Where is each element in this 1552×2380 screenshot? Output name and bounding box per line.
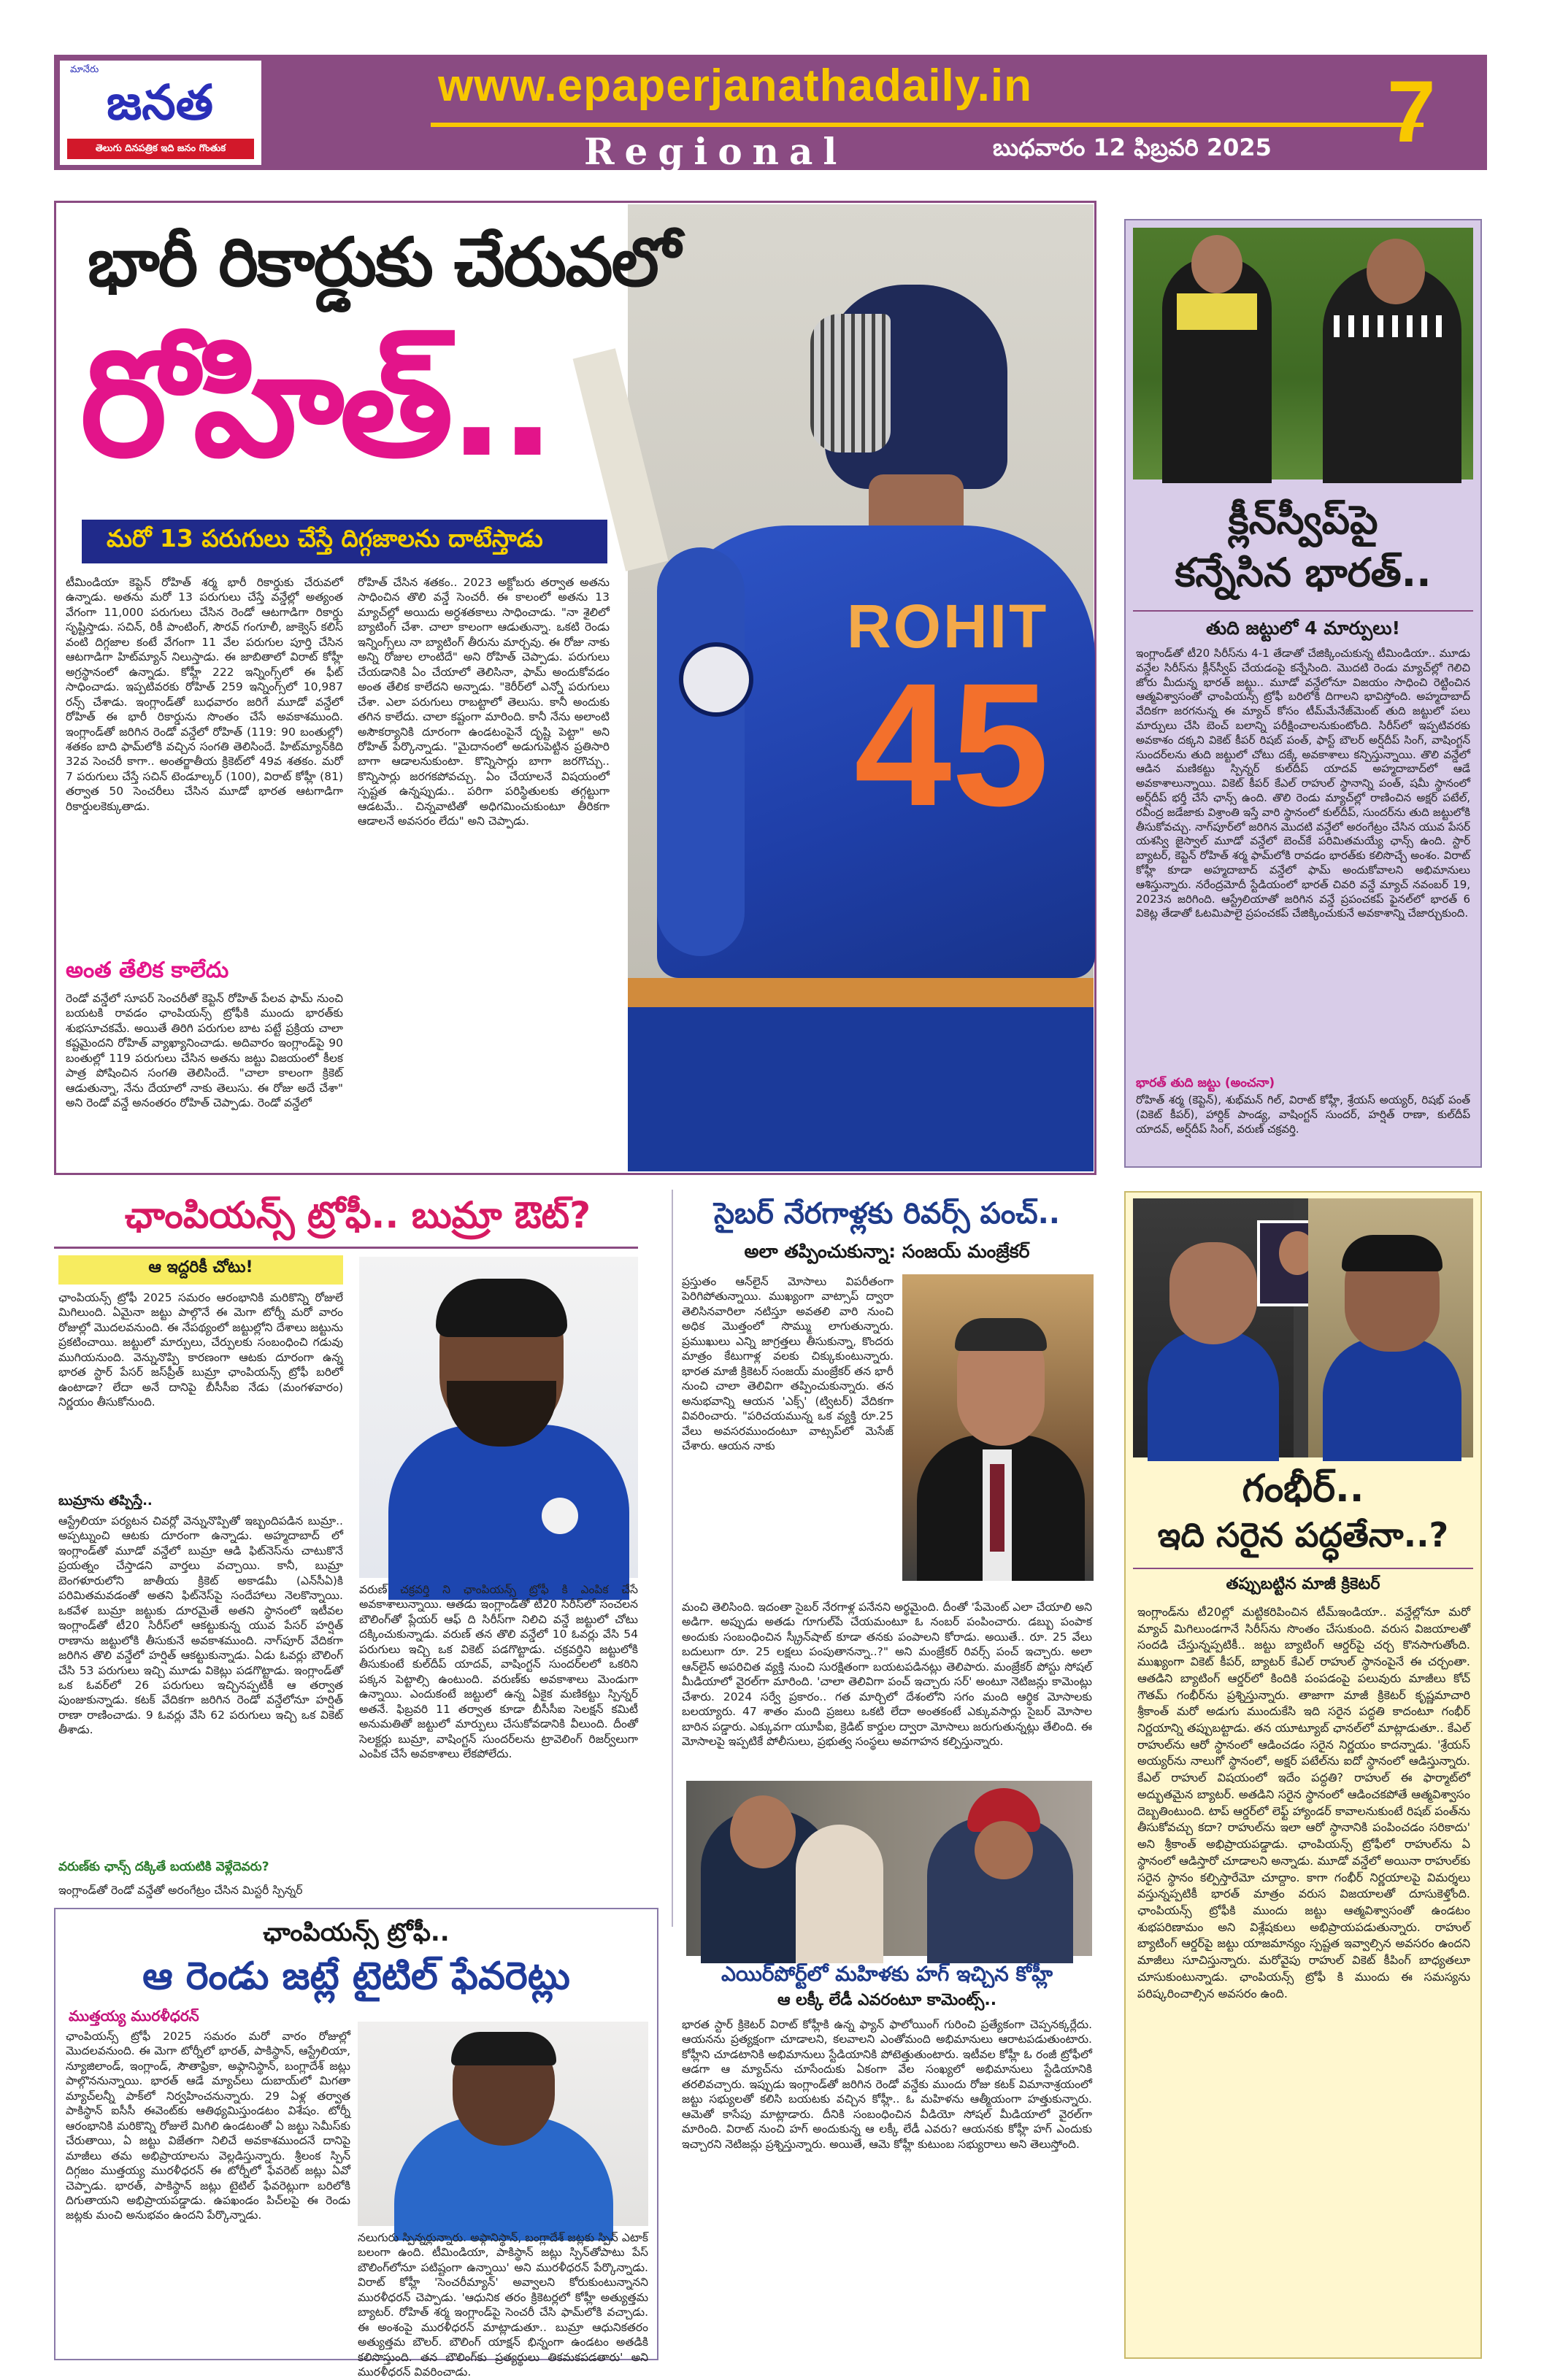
rohit-body-col1: టీమిండియా కెప్టెన్ రోహిత్ శర్మ భారీ రికార్డుకు చేరువలో ఉన్నాడు. అతను మరో 13 పరుగులు చేస్తే వన్డేల్లో అత్యంత వేగంగా 11,000 పరుగులు చేసిన రెండో ఆటగాడిగా రికార్డు సృష్టిస్తాడు. సచిన్, రికీ పాంటింగ్, సౌరవ్ గంగూలీ, జాక్వెస్ కలిస్ వంటి దిగ్గజాల కంటే వేగంగా 11 వేల పరుగుల పూర్తి చేసిన ఆటగాడిగా హిట్‌మ్యాన్ నిలుస్తాడు. ఈ జాబితాలో విరాట్ కోహ్లీ అగ్రస్థానంలో ఉన్నాడు. కోహ్లీ 222 ఇన్నింగ్స్‌లో ఈ ఫీట్ సాధించాడు. ఇప్పటివరకు రోహిత్ 259 ఇన్నింగ్స్‌లో 10,987 రన్స్ చేశాడు. ఇంగ్లాండ్‌తో బుధవారం జరిగే మూడో వన్డేలో రోహిత్ ఈ భారీ రికార్డును సొంతం చేసే అవకాశముంది. ఇంగ్లాండ్‌తో జరిగిన రెండో వన్డేలో రోహిత్ (119: 90 బంతుల్లో) శతకం బాది ఫామ్‌లోకి వచ్చిన సంగతి తెలిసిందే. హిట్‌మ్యాన్‌కిది 32వ సెంచరీ కాగా.. అంతర్జాతీయ క్రికెట్‌లో 49వ శతకం. మరో 7 పరుగులు చేస్తే సచిన్ టెండూల్కర్ (100), విరాట్ కోహ్లీ (81) తర్వాత 50 సెంచరీలు చేసిన మూడో భారత ఆటగాడిగా రికార్డులకెక్కుతాడు. (66, 576, 343, 813)
murali-photo (358, 2022, 648, 2226)
logo-prefix: మానేరు (70, 64, 99, 75)
bumrah-tag: ఆ ఇద్దరికీ చోటు! (148, 1258, 253, 1276)
kohli-airport-photo (686, 1781, 1092, 1956)
kohli-strapline: ఆ లక్కీ లేడీ ఎవరంటూ కామెంట్స్.. (777, 1991, 997, 2009)
section-name: Regional (584, 130, 848, 173)
murali-byline: ముత్తయ్య మురళీధరన్ (69, 2007, 199, 2025)
whitewash-body: ఇంగ్లాండ్‌తో టీ20 సిరీస్‌ను 4-1 తేడాతో చేజిక్కించుకున్న టీమిండియా.. మూడు వన్డేల సిరీస్‌ను క్లీన్‌స్వీప్ చేయడంపై కన్నేసింది. మొదటి రెండు మ్యాచ్‌ల్లో గెలిచి జోరు మీదున్న భారత్ జట్టు.. మూడో వన్డేలోనూ విజయం సాధించి రెట్టించిన ఆత్మవిశ్వాసంతో ఛాంపియన్స్ ట్రోఫీ బరిలోకి దిగాలని భావిస్తోంది. అహ్మదాబాద్ వేదికగా జరగనున్న ఈ మ్యాచ్ కోసం టీమ్‌మేనేజ్‌మెంట్ తుది జట్టులో పలు మార్పులు చేసి బెంచ్ బలాన్ని పరీక్షించాలనుకుంటోంది. సిరీస్‌లో ఇప్పటివరకు అవకాశం దక్కని వికెట్ కీపర్ రిషబ్ పంత్, ఫాస్ట్ బౌలర్ అర్ష్‌దీప్ సింగ్, వాషింగ్టన్ సుందర్‌లను తుది జట్టులో చోటు దక్కే అవకాశాలు కన్పిస్తున్నాయి. తొలి వన్డేలో ఆడిన మణికట్టు స్పిన్నర్ కుల్‌దీప్ యాదవ్ అహ్మదాబాద్‌లో ఆడే అవకాశాలున్నాయి. వికెట్ కీపర్ కేఎల్ రాహుల్ స్థానాన్ని పంత్, షమీ స్థానంలో అర్ష్‌దీప్ భర్తీ చేసే ఛాన్స్ ఉంది. తొలి రెండు మ్యాచ్‌ల్లో రాణించిన అక్షర్ పటేల్, రవీంద్ర జడేజాకు విశ్రాంతి ఇస్తే వారి స్థానంలో కుల్‌దీప్, సుందర్‌ను తుది జట్టులోకి తీసుకోవచ్చు. నాగ్‌పూర్‌లో జరిగిన మొదటి వన్డేలో అరంగేట్రం చేసిన యువ పేసర్ యశస్వి జైస్వాల్ మూడో వన్డేలో బెంచ్‌కే పరిమితమయ్యే ఛాన్స్ ఉంది. స్టార్ బ్యాటర్, కెప్టెన్ రోహిత్ శర్మ ఫామ్‌లోకి రావడం భారత్‌కు కలిసొచ్చే అంశం. విరాట్ కోహ్లీ కూడా అహ్మదాబాద్ వన్డేలో ఫామ్ అందుకోవాలని అభిమానులు ఆశిస్తున్నారు. నరేంద్రమోదీ స్టేడియంలో భారత్ చివరి వన్డే మ్యాచ్ నవంబర్ 19, 2023న జరిగింది. ఆస్ట్రేలియాతో జరిగిన వన్డే ప్రపంచకప్ ఫైనల్‌లో భారత్ 6 వికెట్ల తేడాతో ఓటమిపాలై ప్రపంచకప్ చేజిక్కించుకునే అవకాశాన్ని చేజార్చుకుంది. (1136, 647, 1470, 920)
header-divider (431, 123, 1424, 127)
whitewash-headline-1: క్లీన్‌స్వీప్‌పై (1228, 497, 1378, 543)
rohit-kicker-headline: భారీ రికార్డుకు చేరువలో (88, 223, 680, 301)
murali-body-2: నలుగురు స్పిన్నర్లున్నారు. అఫ్గానిస్థాన్, బంగ్లాదేశ్ జట్లకు స్పిన్ ఎటాక్ బలంగా ఉంది. టీమిండియా, పాకిస్థాన్ జట్లు స్పిన్‌తోపాటు పేస్ బౌలింగ్‌లోనూ పటిష్టంగా ఉన్నాయి' అని మురళీధరన్ పేర్కొన్నాడు. విరాట్ కోహ్లీ 'సెంచరీమ్యాన్' అవ్వాలని కోరుకుంటున్నానని మురళీధరన్ చెప్పాడు. 'ఆధునిక తరం క్రికెటర్లలో కోహ్లీ అత్యుత్తమ బ్యాటర్. రోహిత్ శర్మ ఇంగ్లాండ్‌పై సెంచరీ చేసి ఫామ్‌లోకి వచ్చాడు. ఈ అంశంపై మురళీధరన్ మాట్లాడుతూ.. బుమ్రా ఆధునికతరం అత్యుత్తమ బౌలర్. బౌలింగ్ యాక్షన్ భిన్నంగా ఉండటం అతడికి కలిసొస్తుంది. తన బౌలింగ్‌కు ప్రత్యర్థులు తికమకపడతారు' అని మురళీధరన్ వివరించాడు. (358, 2231, 648, 2379)
bumrah-body-2: ఆస్ట్రేలియా పర్యటన చివర్లో వెన్నునొప్పితో ఇబ్బందిపడిన బుమ్రా.. అప్పట్నుంచి ఆటకు దూరంగా ఉన్నాడు. అహ్మదాబాద్ లో ఇంగ్లాండ్‌తో మూడో వన్డేలో బుమ్రా ఆడి ఫిట్‌నెస్‌ను చాటుకొనే ప్రయత్నం చేస్తాడని వార్తలు వచ్చాయి. కానీ, బుమ్రా బెంగళూరులోని జాతీయ క్రికెట్ అకాడమీ (ఎన్‌సీఏ)కి పరిమితమవడంతో అతని ఫిట్‌నెస్‌పై సందేహాలు నెలకొన్నాయి. ఒకవేళ బుమ్రా జట్టుకు దూరమైతే అతని స్థానంలో ఇటీవల ఇంగ్లాండ్‌తో టీ20 సిరీస్‌లో ఆకట్టుకున్న యువ పేసర్ హర్షిత్ రాణాను జట్టులోకి తీసుకునే అవకాశముంది. నాగ్‌పూర్ వేదికగా జరిగిన తొలి వన్డేలో హర్షిత్ ఆకట్టుకున్నాడు. ఏడు ఓవర్లు బౌలింగ్ చేసి 53 పరుగులు ఇచ్చి మూడు వికెట్లు పడగొట్టాడు. ఇంగ్లాండ్‌తో ఒక ఓవర్‌లో 26 పరుగులు ఇచ్చినప్పటికీ ఆ తర్వాత పుంజుకున్నాడు. కటక్ వేదికగా జరిగిన రెండో వన్డేలోనూ హర్షిత్ రాణా రాణించాడు. 9 ఓవర్లు వేసి 62 పరుగులు ఇచ్చి ఒక వికెట్ తీశాడు. (58, 1514, 343, 1737)
whitewash-strapline: తుది జట్టులో 4 మార్పులు! (1206, 617, 1400, 639)
bumrah-subhead-1: బుమ్రాను తప్పిస్తే.. (58, 1493, 153, 1509)
gambhir-rule (1133, 1568, 1473, 1569)
bumrah-photo (359, 1257, 638, 1578)
kohli-body: భారత స్టార్ క్రికెటర్ విరాట్ కోహ్లీకి ఉన్న ఫ్యాన్ ఫాలోయింగ్ గురించి ప్రత్యేకంగా చెప్పనక్కర్లేదు. ఆయనను ప్రత్యక్షంగా చూడాలని, కలవాలని ఎంతోమంది అభిమానులు ఆరాటపడుతుంటారు. కోహ్లీని చూడటానికి అభిమానులు స్టేడియానికి పోటెత్తుతుంటారు. ఇటీవల కోహ్లీ ఓ రంజీ ట్రోఫీలో ఆడగా ఆ మ్యాచ్‌ను చూసేందుకు ఏకంగా వేల సంఖ్యలో అభిమానులు స్టేడియానికి తరలివచ్చారు. ఇప్పుడు ఇంగ్లాండ్‌తో జరిగిన రెండో వన్డేకు ముందు రోజు కటక్ విమానాశ్రయంలో జట్టు సభ్యులతో కలిసి బయటకు వచ్చిన కోహ్లీ.. ఓ మహిళను ఆత్మీయంగా హత్తుకున్నారు. ఆమెతో కాసేపు మాట్లాడారు. దీనికి సంబంధించిన వీడియో సోషల్ మీడియాలో వైరల్‌గా మారింది. విరాట్ నుంచి హగ్ అందుకున్న ఆ లక్కీ లేడీ ఎవరు? ఆయనకు కోహ్లీ హగ్ ఎందుకు ఇచ్చారని నెటిజన్లు ప్రశ్నిస్తున్నారు. అయితే, ఆమె కోహ్లీ కుటుంబ సభ్యురాలు అని తెలుస్తోంది. (682, 2018, 1092, 2151)
gambhir-rohit-photo (1133, 228, 1473, 480)
whitewash-team-list: రోహిత్ శర్మ (కెప్టెన్), శుభ్‌మన్ గిల్, విరాట్ కోహ్లీ, శ్రేయస్ అయ్యర్, రిషభ్ పంత్ (వికెట్ కీపర్), హార్దిక్ పాండ్య, వాషింగ్టన్ సుందర్, హర్షిత్ రాణా, కుల్‌దీప్ యాదవ్, అర్ష్‌దీప్ సింగ్, వరుణ్ చక్రవర్తి. (1136, 1093, 1470, 1136)
gambhir-rahul-photo (1133, 1198, 1473, 1457)
rohit-body-col1b: రెండో వన్డేలో సూపర్ సెంచరీతో కెప్టెన్ రోహిత్ పేలవ ఫామ్ నుంచి బయటకి రావడం ఛాంపియన్స్ ట్రోఫీకి ముందు భారత్‌కు శుభసూచకమే. అయితే తిరిగి పరుగుల బాట పట్టే ప్రక్రియ చాలా కష్టమైందని రోహిత్ వ్యాఖ్యానించాడు. అదివారం ఇంగ్లాండ్‌పై 90 బంతుల్లో 119 పరుగులు చేసిన అతను జట్టు విజయంలో కీలక పాత్ర పోషించిన సంగతి తెలిసిందే. "చాలా కాలంగా క్రికెట్ ఆడుతున్నా, నేను దేయాలో నాకు తెలుసు. ఈ రోజు అదే చేశా" అని రెండో వన్డే అనంతరం రోహిత్ చెప్పాడు. రెండో వన్డేలో (66, 992, 343, 1110)
issue-date: బుధవారం 12 ఫిబ్రవరి 2025 (993, 134, 1272, 161)
whitewash-headline-2: కన్నేసిన భారత్.. (1175, 550, 1432, 596)
gambhir-body: ఇంగ్లాండ్‌ను టీ20ల్లో మట్టికరిపించిన టీమ్‌ఇండియా.. వన్డేల్లోనూ మరో మ్యాచ్ మిగిలుండగానే సిరీస్‌ను సొంతం చేసుకుంది. వరుస విజయాలతో సందడి చేస్తున్నప్పటికీ.. జట్టు బ్యాటింగ్ ఆర్డర్‌పై చర్చ కొనసాగుతోంది. ముఖ్యంగా వికెట్ కీపర్, బ్యాటర్ కేఎల్ రాహుల్ స్థానంపైనే ఈ చర్చంతా. ఆతడిని బ్యాటింగ్ ఆర్డర్‌లో కిందికి పంపడంపై పలువురు మాజీలు కోచ్ గౌతమ్ గంభీర్‌ను ప్రశ్నిస్తున్నారు. తాజాగా మాజీ క్రికెటర్ కృష్ణమాచారి శ్రీకాంత్ మరో అడుగు ముందుకేసి ఇది సరైన పద్ధతి కాదంటూ గంభీర్ నిర్ణయాన్ని తప్పుబట్టాడు. తన యూట్యూబ్ ఛానల్‌లో మాట్లాడుతూ.. కేఎల్ రాహుల్‌ను ఆరో స్థానంలో ఆడించడం సరైన నిర్ణయం కాదన్నాడు. 'శ్రేయస్ అయ్యర్‌ను నాలుగో స్థానంలో, అక్షర్ పటేల్‌ను ఐదో స్థానంలో ఆడిస్తున్నారు. కేఎల్ రాహుల్ విషయంలో ఇదేం పద్ధతి? రాహుల్ ఈ ఫార్మాట్‌లో అద్భుతమైన బ్యాటర్. అతడిని సరైన స్థానంలో ఆడించకపోతే ఆత్మవిశ్వాసం దెబ్బతింటుంది. టాప్ ఆర్డర్‌లో లెఫ్ట్ హ్యాండర్ కావాలనుకుంటే రిషబ్ పంత్‌ను తీసుకోవచ్చు కదా? రాహుల్‌ను ఇలా ఆరో స్థానానికి పంపించడం సరికాదు' అని శ్రీకాంత్ అభిప్రాయపడ్డాడు. ఛాంపియన్స్ ట్రోఫీలో రాహుల్‌ను ఏ స్థానంలో ఆడిస్తారో చూడాలని అన్నాడు. మూడో వన్డేలో అయినా రాహుల్‌కు సరైన స్థానం కల్పిస్తారేమో చూద్దాం. కాగా గంభీర్ నిర్ణయాలపై విమర్శలు వస్తున్నప్పటికీ భారత్ మాత్రం వరుస విజయాలతో దూసుకెళ్తోంది. ఛాంపియన్స్ ట్రోఫీకి ముందు జట్టు ఆత్మవిశ్వాసంతో ఉండటం శుభపరిణామం అని విశ్లేషకులు అభిప్రాయపడుతున్నారు. రాహుల్ బ్యాటింగ్ ఆర్డర్‌పై జట్టు యాజమాన్యం స్పష్టత ఇవ్వాల్సిన అవసరం ఉందని మాజీలు సూచిస్తున్నారు. మరోవైపు రాహుల్ వికెట్ కీపింగ్ బాధ్యతలూ చూసుకుంటున్నాడు. ఛాంపియన్స్ ట్రోఫీ కి ముందు ఈ సమస్యను పరిష్కరించాల్సిన అవసరం ఉంది. (1137, 1605, 1470, 2000)
bumrah-body-1: ఛాంపియన్స్ ట్రోఫీ 2025 సమరం ఆరంభానికి మరికొన్ని రోజులే మిగిలుంది. ఏమైనా జట్టు పాల్గొనే ఈ మెగా టోర్నీ మరో వారం రోజుల్లో మొదలవనుంది. ఈ నేపథ్యంలో జట్టుల్లోని దేశాలు జట్టును ప్రకటించాయి. జట్టులో మార్పులు, చేర్పులకు సంబంధించి గడువు ముగియనుంది. వెన్నునొప్పి కారణంగా ఆటకు దూరంగా ఉన్న భారత స్టార్ పేసర్ జస్‌ప్రీత్ బుమ్రా ఛాంపియన్స్ ట్రోఫీ బరిలో ఉంటాడా? లేదా అనే దానిపై బీసీసీఐ నేడు (మంగళవారం) నిర్ణయం తీసుకోనుంది. (58, 1291, 343, 1409)
manjrekar-headline: సైబర్ నేరగాళ్లకు రివర్స్ పంచ్.. (713, 1197, 1060, 1231)
rohit-strapline: మరో 13 పరుగులు చేస్తే దిగ్గజాలను దాటేస్తాడు (107, 524, 543, 552)
jersey-name: ROHIT (847, 592, 1049, 661)
gambhir-strapline: తప్పుబట్టిన మాజీ క్రికెటర్ (1226, 1575, 1380, 1593)
manjrekar-body-2: మంచి తెలిసింది. ఇదంతా సైబర్ నేరగాళ్ల పనేనని అర్థమైంది. దీంతో 'పేమెంట్ ఎలా చేయాలి అని అడిగా. అప్పుడు అతడు గూగుల్‌పే చేయమంటూ ఓ నంబర్ పంపించారు. డబ్బు పంపాక అందుకు సంబంధించిన స్క్రీన్‌షాట్ కూడా తనకు పంపాలని కోరాడు. అయితే.. రూ. 25 వేలు బదులుగా రూ. 25 లక్షలు పంపుతానన్నా..?" అని మంజ్రేకర్ రివర్స్ పంచ్ ఇచ్చారు. అలా ఆన్‌లైన్ అపరిచిత వ్యక్తి నుంచి సురక్షితంగా బయటపడినట్లు తెలిపారు. మంజ్రేకర్ పోస్టు సోషల్ మీడియాలో వైరల్‌గా మారింది. 'చాలా తెలివిగా పంచ్ ఇచ్చారు సర్' అంటూ నెటిజన్లు కామెంట్లు చేశారు. 2024 సర్వే ప్రకారం.. గత మార్చిలో దేశంలోని సగం మంది ఆర్థిక మోసాలకు బలయ్యారు. 47 శాతం మంది ప్రజలు ఒకటి లేదా అంతకంటే ఎక్కువసార్లు సైబర్ మోసాల బారిన పడ్డారు. ఎక్కువగా యూపీఐ, క్రెడిట్ కార్డుల ద్వారా మోసాలు జరుగుతున్నట్లు తేలింది. ఈ మోసాలపై ఇప్పటికే పోలీసులు, ప్రభుత్వ సంస్థలు అవగాహన కల్పిస్తున్నారు. (682, 1601, 1092, 1749)
page-number: 7 (1387, 63, 1436, 161)
murali-body-1: ఛాంపియన్స్ ట్రోఫీ 2025 సమరం మరో వారం రోజుల్లో మొదలవనుంది. ఈ మెగా టోర్నీలో భారత్, పాకిస్థాన్, ఆస్ట్రేలియా, న్యూజిలాండ్, ఇంగ్లాండ్, సౌతాఫ్రికా, అఫ్గానిస్థాన్, బంగ్లాదేశ్ జట్లు పాల్గొననున్నాయి. భారత్ ఆడే మ్యాచ్‌లు దుబాయ్‌లో మిగతా మ్యాచ్‌లన్నీ పాక్‌లో నిర్వహించనున్నారు. 29 ఏళ్ల తర్వాత పాకిస్థాన్ ఐసీసీ ఈవెంట్‌కు ఆతిథ్యమిస్తుండటం విశేషం. టోర్నీ ఆరంభానికి మరికొన్ని రోజులే మిగిలి ఉండటంతో ఏ జట్టు సెమీస్‌కు చేరుతాయి, ఏ జట్టు విజేతగా నిలిచే అవకాశముందనే దానిపై మాజీలు తమ అభిప్రాయాలను వెల్లడిస్తున్నారు. శ్రీలంక స్పిన్ దిగ్గజం ముత్తయ్య మురళీధరన్ ఈ టోర్నీలో ఫేవరెట్ జట్లు ఏవో చెప్పాడు. భారత్, పాకిస్థాన్ జట్లు టైటిల్ ఫేవరెట్లుగా బరిలోకి దిగుతాయని అభిప్రాయపడ్డాడు. ఉపఖండం పిచ్‌లపై ఈ రెండు జట్లకు మంచి అనుభవం ఉందని పేర్కొన్నాడు. (66, 2030, 350, 2222)
murali-headline: ఆ రెండు జట్లే టైటిల్ ఫేవరెట్లు (142, 1955, 570, 1998)
logo-tagline: తెలుగు దినపత్రిక ఇది జనం గొంతుక (67, 139, 254, 159)
gambhir-headline-2: ఇది సరైన పద్ధతేనా..? (1157, 1515, 1449, 1555)
rohit-body-col2: రోహిత్ చేసిన శతకం.. 2023 అక్టోబరు తర్వాత అతను సాధించిన తొలి వన్డే సెంచరీ. ఈ కాలంలో అతను 13 మ్యాచ్‌ల్లో అయిదు అర్ధశతకాలు సాధించాడు. "నా శైలిలో బ్యాటింగ్ చేశా. చాలా కాలంగా ఆడుతున్నా. ఒకటి రెండు ఇన్నింగ్స్‌లు నా బ్యాటింగ్ తీరును మార్చవు. ఈ రోజు నాకు అన్ని రోజుల లాంటిదే" అని రోహిత్ చెప్పాడు. పరుగులు చేయడానికి ఏం చేయాలో తెలిసినా, ఫామ్‌ అందుకోవడం అంత తేలిక కాలేదని అన్నాడు. "కెరీర్‌లో ఎన్నో పరుగులు చేశా. ఎలా పరుగులు రాబట్టాలో తెలుసు. కానీ అందుకు తగిన కాలేదు. చాలా కష్టంగా మారింది. కానీ నేను అలాంటి అసౌకర్యానికి దూరంగా ఉండటంపైనే దృష్టి పెట్టా" అని రోహిత్ పేర్కొన్నాడు. "మైదానంలో అడుగుపెట్టిన ప్రతిసారి బాగా ఆడాలనుకుంటా. కొన్నిసార్లు బాగా జరగొచ్చు.. కొన్నిసార్లు జరగకపోవచ్చు. ఏం చేయాలనే విషయంలో స్పష్టత ఉన్నప్పుడు.. పరిగా పరిస్థితులకు తగ్గట్టుగా ఆడటమే.. చిన్నవాటితో అధిగమించుకుంటూ తీరికగా ఆడాలనే అవసరం లేదు" అని చెప్పాడు. (358, 576, 610, 828)
manjrekar-photo (902, 1274, 1094, 1581)
gambhir-headline-1: గంభీర్.. (1242, 1467, 1364, 1511)
bumrah-headline: ఛాంపియన్స్ ట్రోఫీ.. బుమ్రా ఔట్? (124, 1194, 591, 1236)
whitewash-team-subhead: భారత్ తుది జట్టు (అంచనా) (1136, 1076, 1275, 1090)
rohit-main-headline: రోహిత్.. (80, 320, 551, 490)
site-url-link[interactable]: www.epaperjanathadaily.in (438, 61, 1032, 111)
jersey-number: 45 (854, 647, 1049, 842)
manjrekar-strapline: అలా తప్పించుకున్నా: సంజయ్ మంజ్రేకర్ (744, 1241, 1030, 1262)
manjrekar-body-1: ప్రస్తుతం ఆన్‌లైన్ మోసాలు విపరీతంగా పెరిగిపోతున్నాయి. ముఖ్యంగా వాట్సాప్ ద్వారా తెలిసినవారిలా నటిస్తూ అవతలి వారి నుంచి అధిక మొత్తంలో సొమ్ము లాగుతున్నారు. ప్రముఖులు ఎన్ని జాగ్రత్తలు తీసుకున్నా, కొందరు మాత్రం కేటుగాళ్ల వలకు చిక్కుకుంటున్నారు. భారత మాజీ క్రికెటర్ సంజయ్ మంజ్రేకర్ తన భారీ నుంచి చాలా తెలివిగా తప్పించుకున్నారు. తన అనుభవాన్ని ఆయన 'ఎక్స్' (ట్విటర్) వేదికగా వివరించారు. "పరిచయమున్న ఒక వ్యక్తి రూ.25 వేలు అవసరముందంటూ వాట్సప్‌లో మెసేజ్ చేశారు. ఆయన నాకు (682, 1275, 894, 1452)
logo-wordmark: జనత (107, 74, 213, 131)
bumrah-rule (54, 1247, 638, 1249)
bumrah-subhead-2: వరుణ్‌కు ఛాన్స్ దక్కితే బయటికి వెళ్లేదెవరు? (58, 1860, 269, 1874)
whitewash-rule (1133, 610, 1473, 612)
kohli-headline: ఎయిర్‌పోర్ట్‌లో మహిళకు హగ్ ఇచ్చిన కోహ్లీ (721, 1962, 1053, 1986)
murali-kicker: ఛాంపియన్స్ ట్రోఫీ.. (263, 1918, 450, 1947)
rohit-subhead: అంత తేలిక కాలేదు (66, 958, 229, 983)
bumrah-body-4: వరుణ్ చక్రవర్తి ని ఛాంపియన్స్ ట్రోఫీ కి ఎంపిక చేసే అవకాశాలున్నాయి. ఆతడు ఇంగ్లాండ్‌తో టీ20 సిరీస్‌లో సంచలన బౌలింగ్‌తో ప్లేయర్ ఆఫ్ ది సిరీస్‌గా నిలిచి వన్డే జట్టులో చోటు దక్కించుకున్నాడు. వరుణ్ తన తొలి వన్డేలో 10 ఓవర్లు వేసి 54 పరుగులు ఇచ్చి ఒక వికెట్ పడగొట్టాడు. చక్రవర్తిని జట్టులోకి తీసుకుంటే కుల్‌దీప్ యాదవ్, వాషింగ్టన్ సుందర్‌లలో ఒకరిని పక్కన పెట్టాల్సి ఉంటుంది. వరుణ్‌కు అవకాశాలు మెండుగా ఉన్నాయి. ఎందుకంటే జట్టులో ఉన్న ఏకైక మణికట్టు స్పిన్నర్ అతనే. ఫిబ్రవరి 11 తర్వాత కూడా బీసీసీఐ సెలక్షన్ కమిటీ అనుమతితో జట్టులో మార్పులు చేసుకోవడానికి వీలుంది. దీంతో సెలక్టర్లు బుమ్రా, వాషింగ్టన్ సుందర్‌లను ట్రావెలింగ్ రిజర్వ్‌లుగా ఎంపిక చేసే అవకాశాలు లేకపోలేదు. (359, 1583, 638, 1760)
bumrah-body-3: ఇంగ్లాండ్‌తో రెండో వన్డేతో అరంగేట్రం చేసిన మిస్టరీ స్పిన్నర్ (58, 1884, 303, 1897)
